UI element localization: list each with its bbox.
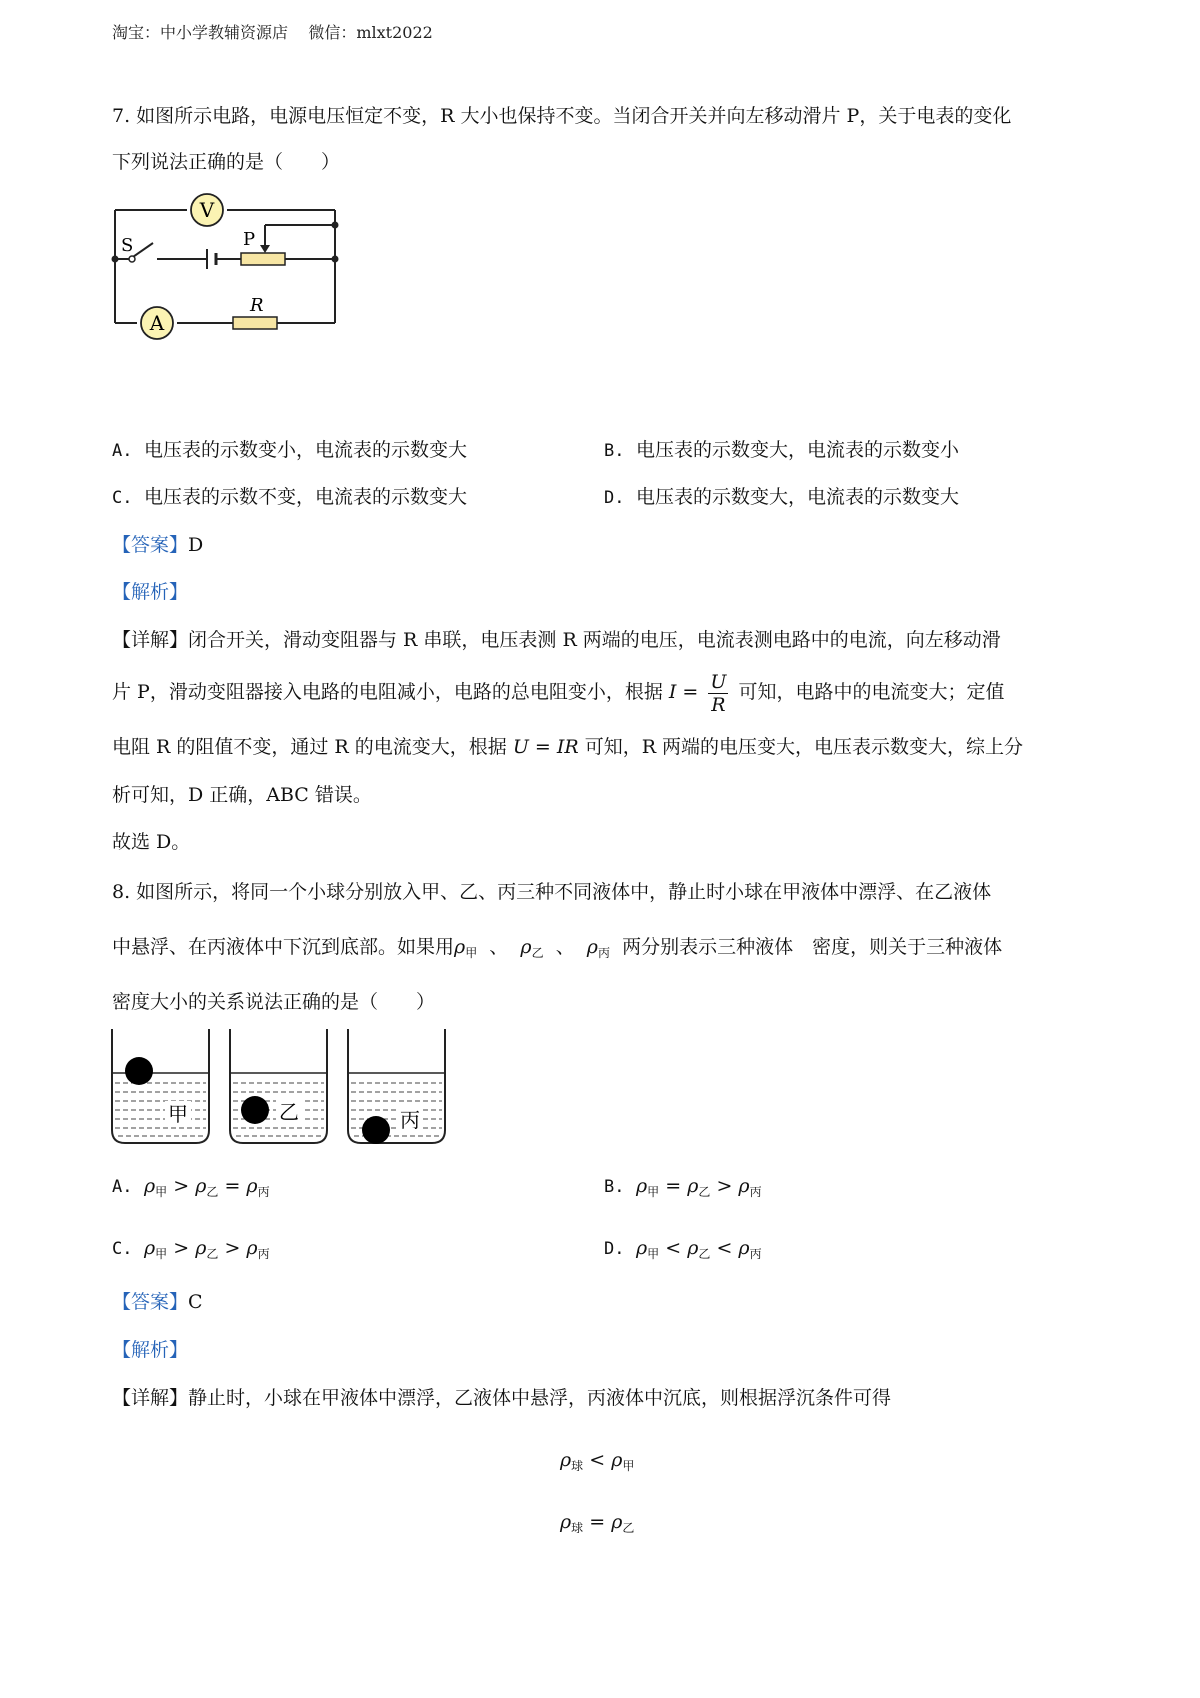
detail-text: 可知，R 两端的电压变大，电压表示数变大，综上分 (584, 736, 1024, 758)
option-text: 电压表的示数变大，电流表的示数变小 (636, 439, 960, 461)
detail-text: 可知，电路中的电流变大；定值 (738, 681, 1005, 703)
answer-value: C (188, 1291, 203, 1313)
q8-stem-line-1: 8. 如图所示，将同一个小球分别放入甲、乙、丙三种不同液体中，静止时小球在甲液体中漂浮、在乙液体 (112, 881, 992, 903)
option-label: D. (604, 1239, 625, 1259)
fraction-numerator: U (710, 670, 727, 693)
beaker-bing (348, 1029, 445, 1144)
q8-analysis-tag: 【解析】 (112, 1339, 189, 1361)
q7-answer (112, 533, 203, 557)
option-label: B. (604, 441, 625, 461)
option-label: C. (112, 488, 133, 508)
rho-subscript: 丙 (749, 1185, 762, 1199)
operator: > (224, 1237, 241, 1259)
q7-stem-line-2: 下列说法正确的是（ ） (112, 151, 341, 173)
rho-subscript: 丙 (257, 1247, 270, 1261)
rheostat (241, 253, 285, 265)
rho-symbol: ρ (246, 1237, 258, 1259)
rho-symbol: ρ (611, 1511, 623, 1533)
rho-subscript: 甲 (647, 1185, 660, 1199)
rho-subscript: 球 (571, 1521, 584, 1535)
option-text: 电压表的示数变小，电流表的示数变大 (144, 439, 468, 461)
beaker-label: 乙 (279, 1100, 299, 1124)
rho-symbol: ρ (586, 936, 598, 958)
detail-text: 片 P，滑动变阻器接入电路的电阻减小，电路的总电阻变小，根据 (112, 681, 663, 703)
q7-detail-line-1 (112, 628, 1001, 652)
option-label: B. (604, 1177, 625, 1197)
detail-tag: 【详解】 (112, 629, 189, 651)
rho-symbol: ρ (144, 1175, 156, 1197)
q8-equation-1 (560, 1448, 634, 1478)
voltmeter-label: V (199, 198, 215, 222)
resistor-label: R (250, 295, 264, 316)
rho-symbol: ρ (636, 1175, 648, 1197)
rho-symbol: ρ (520, 936, 532, 958)
beaker-yi (230, 1029, 327, 1143)
rho-subscript: 丙 (257, 1185, 270, 1199)
detail-tag: 【详解】 (112, 1387, 189, 1409)
q8-stem-line-3: 密度大小的关系说法正确的是（ ） (112, 991, 436, 1013)
fixed-resistor (233, 317, 277, 329)
q8-option-d[interactable] (604, 1236, 762, 1266)
separator: 、 (555, 936, 575, 958)
rho-subscript: 乙 (206, 1185, 219, 1199)
detail-text: 闭合开关，滑动变阻器与 R 串联，电压表测 R 两端的电压，电流表测电路中的电流，向左移动滑 (188, 629, 1001, 651)
beaker-label: 甲 (168, 1102, 188, 1126)
rho-symbol: ρ (246, 1175, 258, 1197)
q8-option-b[interactable] (604, 1174, 762, 1204)
operator: = (589, 1511, 606, 1533)
rho-symbol: ρ (195, 1237, 207, 1259)
operator: = (665, 1175, 682, 1197)
answer-tag: 【答案】 (112, 534, 189, 556)
switch-label: S (121, 235, 134, 256)
rho-subscript: 丙 (597, 946, 610, 960)
formula-fraction (708, 671, 728, 716)
q7-option-d[interactable] (604, 485, 959, 510)
fraction-denominator: R (711, 693, 726, 716)
detail-text: 静止时，小球在甲液体中漂浮，乙液体中悬浮，丙液体中沉底，则根据浮沉条件可得 (188, 1387, 892, 1409)
beaker-label: 丙 (400, 1108, 420, 1132)
operator: = (224, 1175, 241, 1197)
rho-symbol: ρ (738, 1237, 750, 1259)
rho-subscript: 甲 (647, 1247, 660, 1261)
rho-symbol: ρ (195, 1175, 207, 1197)
q7-stem-line-1: 7. 如图所示电路，电源电压恒定不变，R 大小也保持不变。当闭合开关并向左移动滑片 P，关于电表的变化 (112, 105, 1012, 127)
rho-subscript: 乙 (531, 946, 544, 960)
rho-symbol: ρ (687, 1175, 699, 1197)
operator: > (173, 1237, 190, 1259)
q7-detail-line-4: 析可知，D 正确，ABC 错误。 (112, 784, 372, 806)
q7-option-a[interactable] (112, 438, 467, 463)
operator: < (665, 1237, 682, 1259)
page-header: 淘宝：中小学教辅资源店 微信：mlxt2022 (112, 23, 433, 42)
rho-symbol: ρ (560, 1511, 572, 1533)
rho-subscript: 甲 (155, 1185, 168, 1199)
ammeter-label: A (149, 311, 165, 335)
rho-subscript: 乙 (698, 1185, 711, 1199)
rho-symbol: ρ (738, 1175, 750, 1197)
operator: > (173, 1175, 190, 1197)
q7-option-b[interactable] (604, 438, 959, 463)
rho-subscript: 乙 (622, 1521, 635, 1535)
option-label: C. (112, 1239, 133, 1259)
beaker-jia (112, 1029, 209, 1143)
rho-symbol: ρ (454, 936, 466, 958)
q7-detail-line-3 (112, 735, 1023, 759)
operator: > (716, 1175, 733, 1197)
q8-answer (112, 1290, 203, 1314)
q8-stem-line-2 (112, 935, 1002, 965)
q8-option-a[interactable] (112, 1174, 270, 1204)
q8-beakers-diagram (108, 1025, 458, 1155)
answer-tag: 【答案】 (112, 1291, 189, 1313)
stem-text: 中悬浮、在丙液体中下沉到底部。如果用 (112, 936, 455, 958)
formula-ohm: U = IR (512, 736, 579, 758)
stem-text: 两分别表示三种液体 密度，则关于三种液体 (622, 936, 1003, 958)
rho-subscript: 甲 (155, 1247, 168, 1261)
rho-symbol: ρ (687, 1237, 699, 1259)
rho-symbol: ρ (611, 1449, 623, 1471)
rho-subscript: 乙 (206, 1247, 219, 1261)
q8-option-c[interactable] (112, 1236, 270, 1266)
option-text: 电压表的示数变大，电流表的示数变大 (636, 486, 960, 508)
detail-text: 电阻 R 的阻值不变，通过 R 的电流变大，根据 (112, 736, 507, 758)
option-text: 电压表的示数不变，电流表的示数变大 (144, 486, 468, 508)
q7-detail-line-2 (112, 664, 1004, 720)
rho-symbol: ρ (636, 1237, 648, 1259)
q7-analysis-tag: 【解析】 (112, 581, 189, 603)
option-label: A. (112, 441, 133, 461)
answer-value: D (188, 534, 204, 556)
rho-symbol: ρ (144, 1237, 156, 1259)
option-label: D. (604, 488, 625, 508)
separator: 、 (489, 936, 509, 958)
rho-subscript: 球 (571, 1459, 584, 1473)
formula-lhs: I = (668, 681, 699, 703)
q8-equation-2 (560, 1510, 634, 1540)
rho-subscript: 甲 (622, 1459, 635, 1473)
q7-conclusion: 故选 D。 (112, 831, 191, 853)
q7-circuit-diagram (105, 175, 355, 385)
q8-detail-line-1 (112, 1386, 891, 1410)
option-label: A. (112, 1177, 133, 1197)
slider-label: P (243, 229, 256, 250)
operator: < (716, 1237, 733, 1259)
rho-subscript: 丙 (749, 1247, 762, 1261)
q7-option-c[interactable] (112, 485, 467, 510)
rho-subscript: 甲 (465, 946, 478, 960)
operator: < (589, 1449, 606, 1471)
rho-symbol: ρ (560, 1449, 572, 1471)
rho-subscript: 乙 (698, 1247, 711, 1261)
